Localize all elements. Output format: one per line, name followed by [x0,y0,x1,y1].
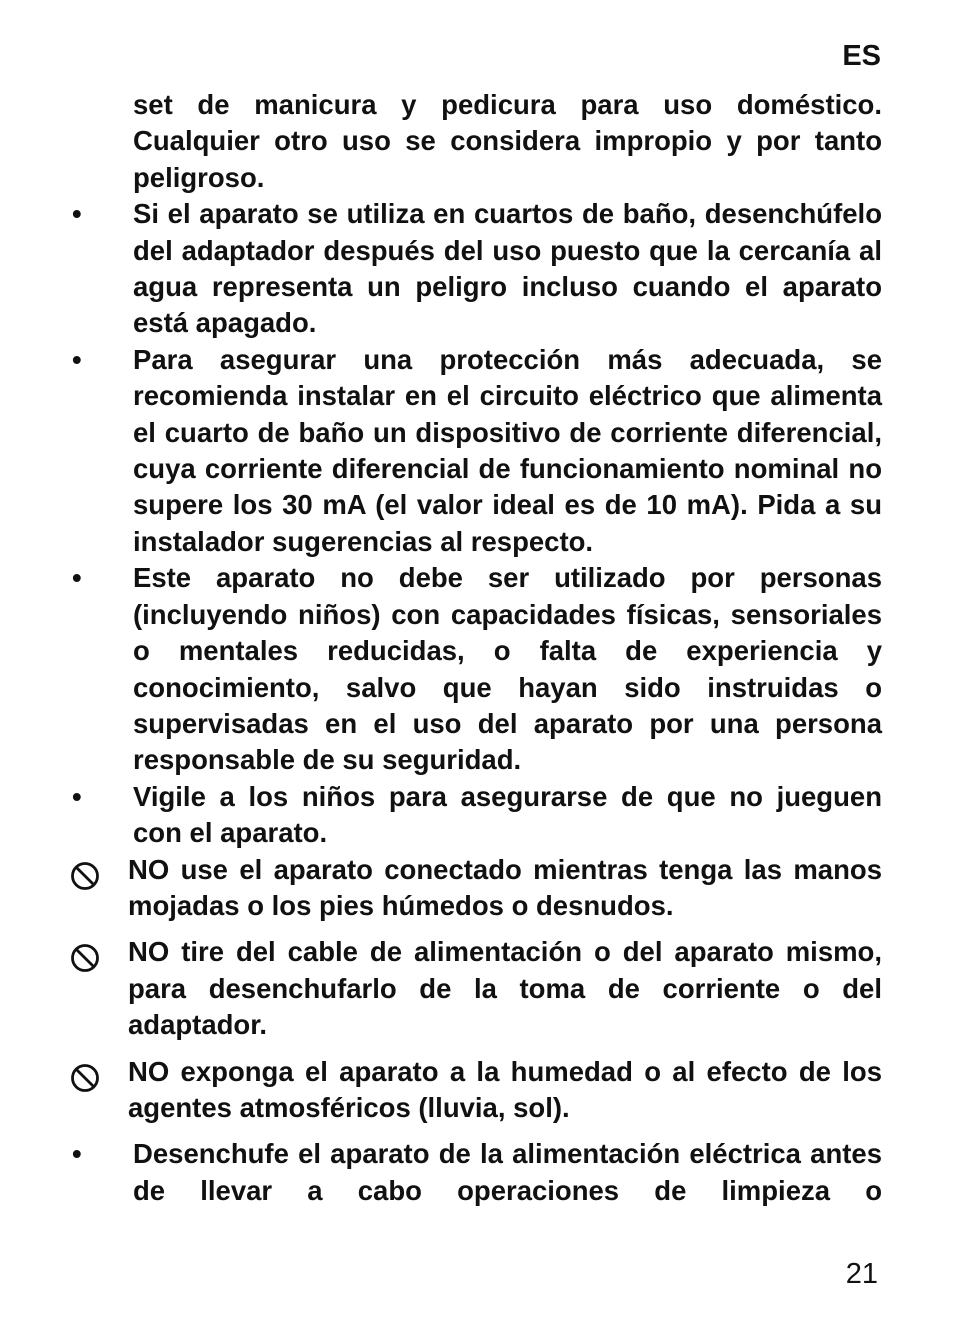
prohibition-icon [70,1063,100,1093]
list-item-text: Desenchufe el aparato de la alimentación eléctrica antes de llevar a cabo operaciones de limpieza o [133,1138,882,1206]
warning-item [0,934,954,1043]
bullet-marker: • [72,562,82,594]
bullet-marker: • [72,780,82,812]
warning-text: NO tire del cable de alimentación o del aparato mismo, para desenchufarlo de la toma de corriente o del adaptador. [128,936,882,1041]
list-item-text: Vigile a los niños para asegurarse de que no jueguen con el aparato. [133,780,882,849]
warning-item [0,1054,954,1127]
page-number: 21 [845,1258,878,1290]
bullet-marker: • [72,198,82,230]
list-item [0,196,954,342]
list-item [0,1136,954,1209]
warning-text: NO use el aparato conectado mientras tenga las manos mojadas o los pies húmedos o desnudos. [128,853,882,921]
warning-text: NO exponga el aparato a la humedad o al efecto de los agentes atmosféricos (lluvia, sol). [128,1055,882,1123]
warning-item [0,852,954,925]
list-item [0,342,954,560]
continuation-text: set de manicura y pedicura para uso doméstico. Cualquier otro uso se considera impropio y por tanto peligroso. [133,89,882,193]
bullet-marker: • [72,1138,82,1170]
continuation-paragraph [0,87,954,196]
language-code: ES [842,40,881,72]
list-item [0,560,954,778]
list-item-text: Si el aparato se utiliza en cuartos de baño, desenchúfelo del adaptador después del uso puesto que la cercanía al agua representa un peligro incluso cuando el aparato está apagado. [133,198,882,339]
list-item [0,779,954,852]
list-item-text: Este aparato no debe ser utilizado por personas (incluyendo niños) con capacidades físicas, sensoriales o mentales reducidas, o falta de experiencia y conocimiento, salvo que hayan sido instruidas o supervisadas en el uso del aparato por una persona responsable de su seguridad. [133,562,882,776]
safety-instructions [0,87,954,1209]
bullet-marker: • [72,343,82,375]
prohibition-icon [70,943,100,973]
list-item-text: Para asegurar una protección más adecuada, se recomienda instalar en el circuito eléctrico que alimenta el cuarto de baño un dispositivo de corriente diferencial, cuya corriente diferencial de funcionamiento nominal no supere los 30 mA (el valor ideal es de 10 mA). Pida a su instalador sugerencias al respecto. [133,343,882,557]
prohibition-icon [70,861,100,891]
